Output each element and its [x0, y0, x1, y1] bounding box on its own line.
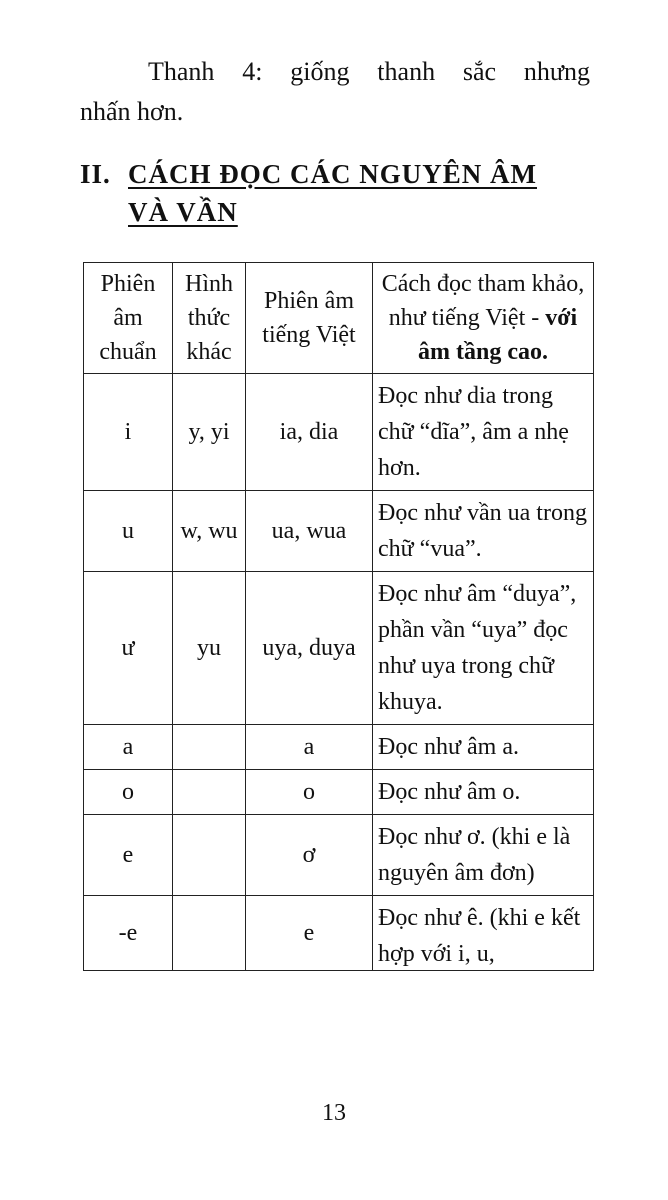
intro-line-1: Thanh 4: giống thanh sắc nhưng — [148, 57, 590, 86]
section-title-line-2: VÀ VẦN — [128, 197, 238, 227]
section-number: II. — [80, 159, 111, 189]
cell-other — [173, 815, 246, 896]
cell-description: Đọc như âm o. — [373, 770, 594, 815]
cell-other — [173, 896, 246, 971]
table-row — [84, 374, 594, 491]
cell-description — [373, 896, 594, 971]
cell-description: Đọc như âm a. — [373, 725, 594, 770]
cell-vietnamese: ơ — [246, 815, 373, 896]
cell-other: w, wu — [173, 491, 246, 572]
table-row — [84, 725, 594, 770]
header-vietnamese: Phiên âm tiếng Việt — [246, 263, 373, 374]
cell-standard: e — [84, 815, 173, 896]
cell-other — [173, 725, 246, 770]
header-standard: Phiên âm chuẩn — [84, 263, 173, 374]
cell-other — [173, 770, 246, 815]
cell-standard: i — [84, 374, 173, 491]
cell-standard: a — [84, 725, 173, 770]
table-row — [84, 815, 594, 896]
cell-description: Đọc như ơ. (khi e là nguyên âm đơn) — [373, 815, 594, 896]
table-row — [84, 770, 594, 815]
cell-standard: o — [84, 770, 173, 815]
intro-line-2: nhấn hơn. — [80, 97, 184, 126]
intro-paragraph — [80, 52, 590, 132]
vowel-table — [83, 262, 594, 971]
cell-standard: ư — [84, 572, 173, 725]
cell-vietnamese: e — [246, 896, 373, 971]
table-row — [84, 572, 594, 725]
table-row — [84, 491, 594, 572]
cell-standard: u — [84, 491, 173, 572]
table-header-row — [84, 263, 594, 374]
cell-description: Đọc như dia trong chữ “dĩa”, âm a nhẹ hơn. — [373, 374, 594, 491]
cell-other: yu — [173, 572, 246, 725]
cell-vietnamese: uya, duya — [246, 572, 373, 725]
cell-vietnamese: o — [246, 770, 373, 815]
cell-vietnamese: ia, dia — [246, 374, 373, 491]
header-description-text: Cách đọc tham khảo, như tiếng Việt - — [381, 271, 585, 331]
section-title-line-1: CÁCH ĐỌC CÁC NGUYÊN ÂM — [128, 159, 537, 189]
header-other-form: Hình thức khác — [173, 263, 246, 374]
cell-vietnamese: ua, wua — [246, 491, 373, 572]
header-description — [373, 263, 594, 374]
page-number: 13 — [322, 1100, 346, 1126]
cell-description: Đọc như vần ua trong chữ “vua”. — [373, 491, 594, 572]
cell-other: y, yi — [173, 374, 246, 491]
cell-description-text: Đọc như ê. (khi e kết hợp với i, u, — [378, 905, 581, 966]
cell-vietnamese: a — [246, 725, 373, 770]
header-description-bold: với âm tầng cao. — [418, 305, 578, 365]
cell-description: Đọc như âm “duya”, phần vần “uya” đọc như uya trong chữ khuya. — [373, 572, 594, 725]
cell-standard: -e — [84, 896, 173, 971]
table-row — [84, 896, 594, 971]
